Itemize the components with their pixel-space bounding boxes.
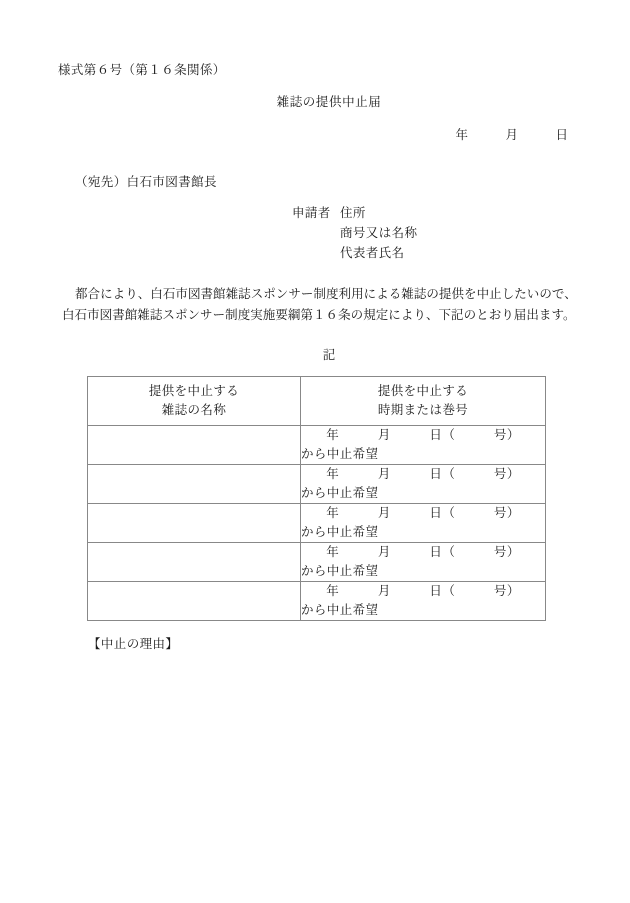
period-date-line: 年 月 日（ 号） <box>326 428 520 442</box>
period-request-text: から中止希望 <box>301 564 379 578</box>
table-header-row <box>88 377 546 426</box>
applicant-label-spacer <box>292 243 340 263</box>
magazine-name-field[interactable] <box>88 426 301 465</box>
magazine-name-field[interactable] <box>88 465 301 504</box>
period-request-text: から中止希望 <box>301 525 379 539</box>
table-row <box>88 582 546 621</box>
table-header-magazine-name <box>88 377 301 426</box>
table-row <box>88 426 546 465</box>
addressee: （宛先）白石市図書館長 <box>75 175 217 189</box>
period-field[interactable] <box>301 426 546 465</box>
table-header <box>88 377 546 426</box>
date-line: 年 月 日 <box>455 128 568 142</box>
form-number: 様式第６号（第１６条関係） <box>58 63 226 77</box>
table-row <box>88 504 546 543</box>
ki-marker: 記 <box>322 348 336 362</box>
table-header-period <box>301 377 546 426</box>
reason-label: 【中止の理由】 <box>88 637 179 651</box>
table-body <box>88 426 546 621</box>
applicant-field-company: 商号又は名称 <box>340 226 418 240</box>
magazine-name-field[interactable] <box>88 543 301 582</box>
period-field[interactable] <box>301 465 546 504</box>
period-request-text: から中止希望 <box>301 603 379 617</box>
applicant-row-address <box>292 203 417 223</box>
applicant-row-representative <box>292 243 417 263</box>
period-date-line: 年 月 日（ 号） <box>326 506 520 520</box>
period-field[interactable] <box>301 543 546 582</box>
body-paragraph <box>62 284 577 326</box>
applicant-block <box>292 203 417 263</box>
table-header-period-line-2: 時期または巻号 <box>377 403 469 417</box>
document-title: 雑誌の提供中止届 <box>276 95 382 109</box>
body-paragraph-line-2: 白石市図書館雑誌スポンサー制度実施要綱第１６条の規定により、下記のとおり届出ます。 <box>62 308 576 322</box>
period-field[interactable] <box>301 504 546 543</box>
applicant-label-spacer <box>292 223 340 243</box>
applicant-label: 申請者 <box>292 206 331 220</box>
applicant-field-representative: 代表者氏名 <box>340 246 405 260</box>
magazine-name-field[interactable] <box>88 582 301 621</box>
period-field[interactable] <box>301 582 546 621</box>
period-date-line: 年 月 日（ 号） <box>326 545 520 559</box>
period-date-line: 年 月 日（ 号） <box>326 467 520 481</box>
period-request-text: から中止希望 <box>301 447 379 461</box>
applicant-field-address: 住所 <box>340 206 366 220</box>
table-header-period-line-1: 提供を中止する <box>377 384 469 398</box>
table-row <box>88 465 546 504</box>
table-header-magazine-name-line-2: 雑誌の名称 <box>161 403 227 417</box>
magazine-name-field[interactable] <box>88 504 301 543</box>
period-request-text: から中止希望 <box>301 486 379 500</box>
table-row <box>88 543 546 582</box>
period-date-line: 年 月 日（ 号） <box>326 584 520 598</box>
body-paragraph-line-1: 都合により、白石市図書館雑誌スポンサー制度利用による雑誌の提供を中止したいので、 <box>75 287 577 301</box>
applicant-row-company <box>292 223 417 243</box>
table-header-magazine-name-line-1: 提供を中止する <box>148 384 240 398</box>
cancellation-table <box>87 376 546 621</box>
